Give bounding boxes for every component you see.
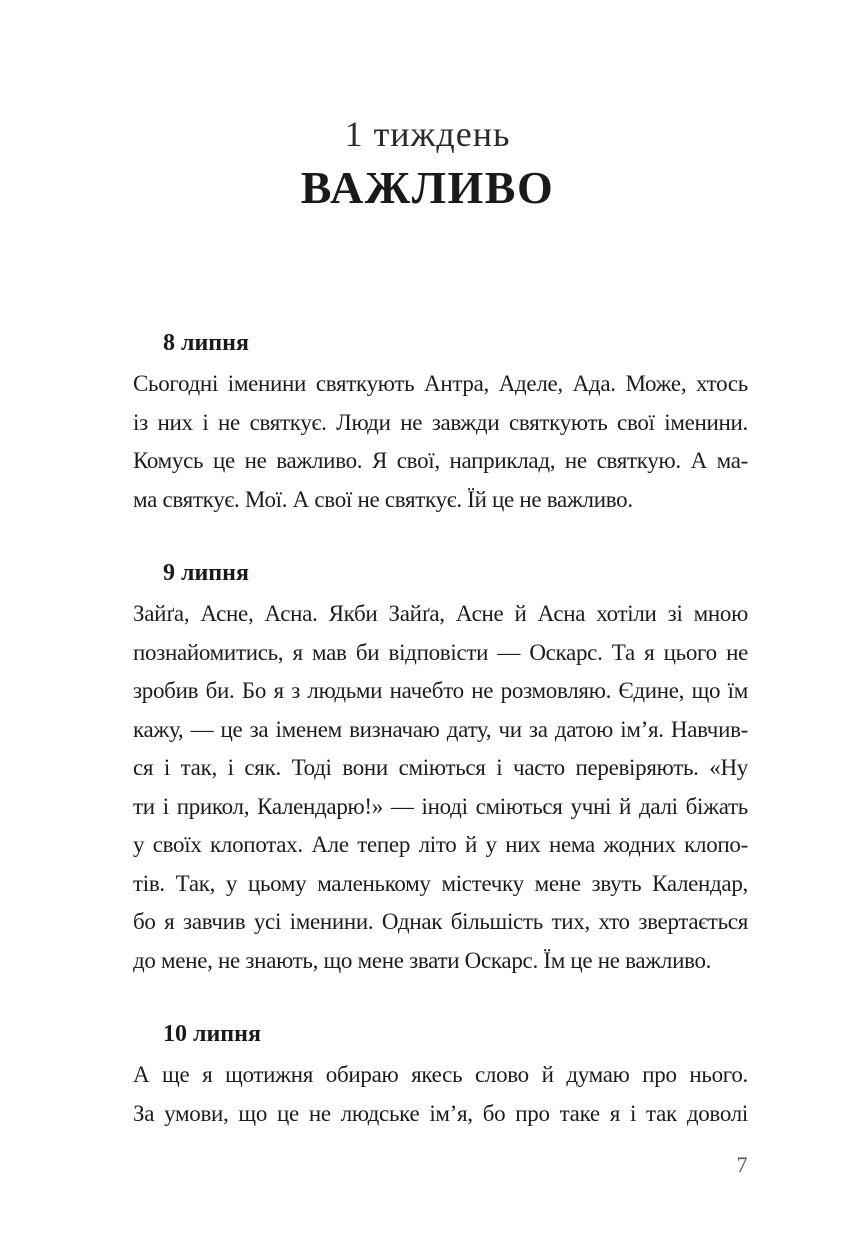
text-line: із них і не святкує. Люди не завжди святкують свої іменини. <box>133 409 748 435</box>
text-line: у своїх клопотах. Але тепер літо й у них нема жодних клопо- <box>133 832 748 857</box>
entry-date-heading: 9 липня <box>163 560 249 586</box>
text-line: А ще я щотижня обираю якесь слово й думаю про нього. <box>133 1062 748 1087</box>
chapter-header <box>0 112 855 214</box>
week-label: 1 тиждень <box>344 114 511 154</box>
page-number: 7 <box>736 1152 748 1177</box>
text-line: ся і так, і сяк. Тоді вони сміються і часто перевіряють. «Ну <box>133 755 748 780</box>
entry-date-heading: 8 липня <box>163 330 249 356</box>
diary-entry-july-9 <box>133 558 748 980</box>
text-line: Комусь це не важливо. Я свої, наприклад, не святкую. А ма- <box>133 448 748 473</box>
text-line: Зайґа, Асне, Асна. Якби Зайґа, Асне й Асна хотіли зі мною <box>133 601 748 626</box>
text-line: За умови, що це не людське ім’я, бо про таке я і так доволі <box>133 1100 748 1126</box>
entry-paragraph <box>133 595 748 980</box>
entry-paragraph <box>133 1056 748 1133</box>
chapter-title: ВАЖЛИВО <box>300 162 555 213</box>
entry-date-heading: 10 липня <box>163 1021 261 1047</box>
diary-entry-july-10 <box>133 1019 748 1133</box>
diary-entry-july-8 <box>133 328 748 519</box>
text-line: до мене, не знають, що мене звати Оскарс. Їм це не важливо. <box>133 947 712 973</box>
text-line: Сьогодні іменини святкують Антра, Аделе, Ада. Може, хтось <box>133 371 748 396</box>
text-line: бо я завчив усі іменини. Однак більшість тих, хто звертається <box>133 909 748 934</box>
text-line: ма святкує. Мої. А свої не святкує. Їй це не важливо. <box>133 486 633 512</box>
text-line: тів. Так, у цьому маленькому містечку мене звуть Календар, <box>133 870 748 896</box>
entry-paragraph <box>133 365 748 519</box>
page-content <box>133 328 748 1133</box>
text-line: ти і прикол, Календарю!» — іноді сміються учні й далі біжать <box>133 793 748 819</box>
text-line: познайомитись, я мав би відповісти — Оскарс. Та я цього не <box>133 639 748 665</box>
text-line: зробив би. Бо я з людьми начебто не розмовляю. Єдине, що їм <box>133 678 748 703</box>
text-line: кажу, — це за іменем визначаю дату, чи за датою ім’я. Навчив- <box>133 716 748 742</box>
